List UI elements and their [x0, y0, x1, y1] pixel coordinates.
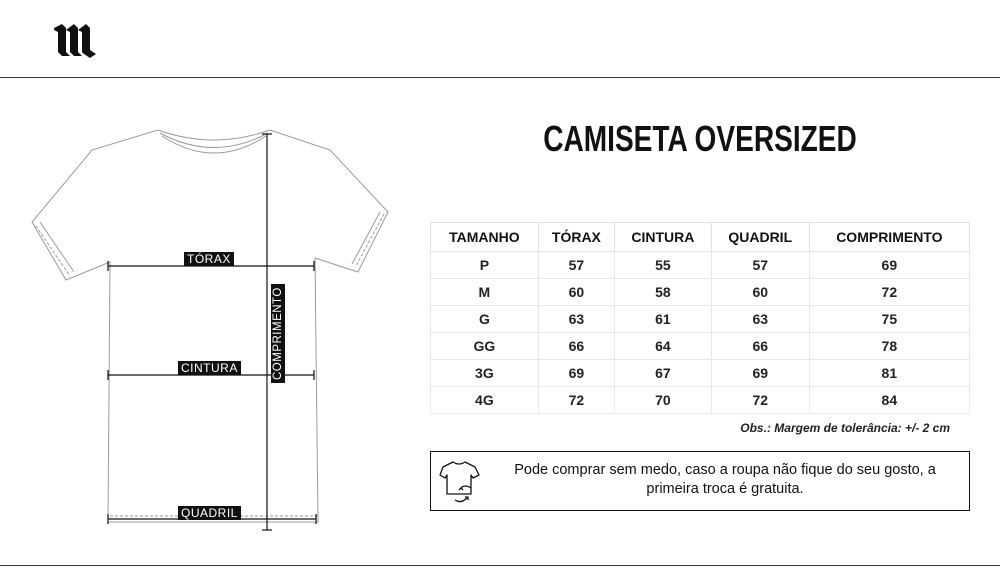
- table-row: [431, 279, 970, 306]
- torax-label: TÓRAX: [184, 252, 234, 266]
- cell-torax: 63: [538, 306, 614, 333]
- table-row: [431, 360, 970, 387]
- cell-comprimento: 84: [809, 387, 969, 414]
- exchange-notice: [430, 451, 970, 511]
- cell-torax: 72: [538, 387, 614, 414]
- size-table: [430, 222, 970, 414]
- table-row: [431, 306, 970, 333]
- cell-quadril: 63: [711, 306, 809, 333]
- cell-comprimento: 78: [809, 333, 969, 360]
- cell-torax: 66: [538, 333, 614, 360]
- cell-cintura: 55: [615, 252, 712, 279]
- page-title: CAMISETA OVERSIZED: [543, 118, 857, 159]
- cell-quadril: 72: [711, 387, 809, 414]
- cell-torax: 69: [538, 360, 614, 387]
- cell-comprimento: 81: [809, 360, 969, 387]
- cintura-label: CINTURA: [178, 361, 241, 375]
- cell-comprimento: 75: [809, 306, 969, 333]
- cell-size: 4G: [431, 387, 539, 414]
- cell-size: 3G: [431, 360, 539, 387]
- cell-quadril: 66: [711, 333, 809, 360]
- col-header-tamanho: TAMANHO: [431, 223, 539, 252]
- comprimento-label: COMPRIMENTO: [271, 284, 285, 383]
- table-row: [431, 333, 970, 360]
- cell-size: GG: [431, 333, 539, 360]
- header-divider: [0, 77, 1000, 78]
- cell-comprimento: 69: [809, 252, 969, 279]
- cell-quadril: 60: [711, 279, 809, 306]
- quadril-label: QUADRIL: [178, 506, 241, 520]
- cell-quadril: 69: [711, 360, 809, 387]
- cell-torax: 57: [538, 252, 614, 279]
- table-header-row: [431, 223, 970, 252]
- exchange-notice-text: Pode comprar sem medo, caso a roupa não fique do seu gosto, a primeira troca é gratuita.: [514, 462, 936, 497]
- table-row: [431, 252, 970, 279]
- col-header-torax: TÓRAX: [538, 223, 614, 252]
- table-row: [431, 387, 970, 414]
- cell-size: P: [431, 252, 539, 279]
- cell-cintura: 64: [615, 333, 712, 360]
- cell-size: M: [431, 279, 539, 306]
- col-header-quadril: QUADRIL: [711, 223, 809, 252]
- cell-cintura: 58: [615, 279, 712, 306]
- tshirt-diagram: [20, 110, 420, 550]
- tolerance-note: Obs.: Margem de tolerância: +/- 2 cm: [740, 421, 950, 435]
- cell-size: G: [431, 306, 539, 333]
- cell-comprimento: 72: [809, 279, 969, 306]
- cell-cintura: 67: [615, 360, 712, 387]
- gothic-m-logo-icon: [52, 22, 98, 58]
- cell-quadril: 57: [711, 252, 809, 279]
- cell-torax: 60: [538, 279, 614, 306]
- col-header-cintura: CINTURA: [615, 223, 712, 252]
- cell-cintura: 61: [615, 306, 712, 333]
- col-header-comprimento: COMPRIMENTO: [809, 223, 969, 252]
- shirt-exchange-icon: [439, 458, 483, 504]
- cell-cintura: 70: [615, 387, 712, 414]
- footer-divider: [0, 565, 1000, 566]
